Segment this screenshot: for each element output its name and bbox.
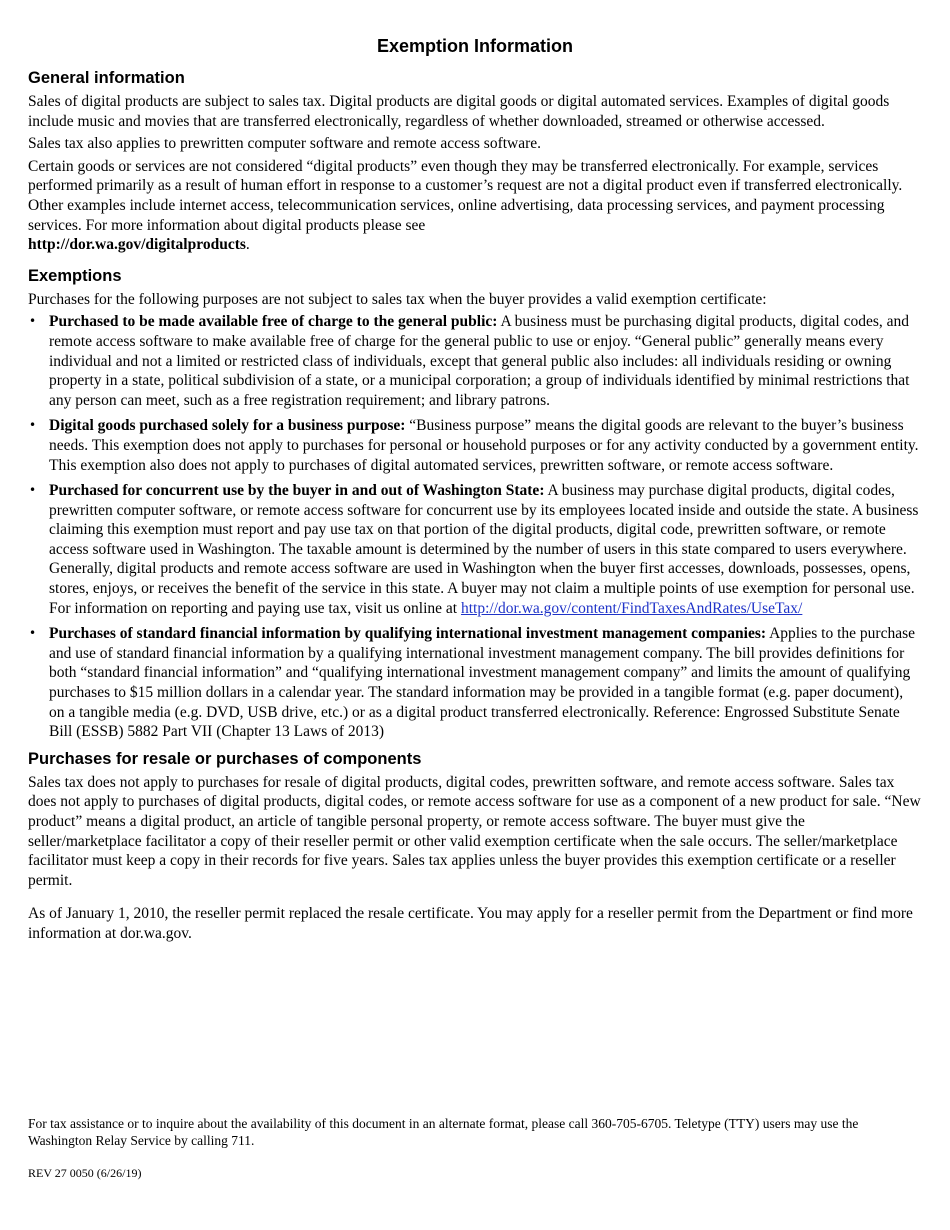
bullet-icon: •: [29, 418, 37, 433]
exemption-text: A business may purchase digital products, digital codes, prewritten computer software, or remote access software for concurrent use by its employees located inside and outside the state. A business claiming this exemption must report and pay use tax on that portion of the digital products, digital code, prewritten software, or remote access software used in Washington. The taxable amount is determined by the number of users in this state compared to users everywhere. Generally, digital products and remote access software are used in Washington when the buyer first accesses, downloads, possesses, opens, stores, enjoys, or receives the benefit of the service in this state. A buyer may not claim a multiple points of use exemption for personal use. For information on reporting and paying use tax, visit us online at: [49, 482, 919, 617]
bullet-icon: •: [29, 483, 37, 498]
general-information-heading: General information: [28, 69, 185, 87]
bullet-icon: •: [29, 314, 37, 329]
exemption-text: “Business purpose” means the digital goods are relevant to the buyer’s business needs. This exemption does not apply to purchases for personal or household purposes or for any activity conducted by a government entity. This exemption also does not apply to purchases of digital automated services, prewritten software, or remote access software.: [49, 417, 919, 474]
document-title: Exemption Information: [376, 36, 573, 56]
general-paragraph-3-text: Certain goods or services are not considered “digital products” even though they may be transferred electronically. For example, services performed primarily as a result of human effort in response to a customer’s request are not a digital product even if transferred electronically. Other examples include internet access, telecommunication services, online advertising, data processing services, and payment processing services. For more information about digital products please see: [28, 157, 903, 234]
exemption-term: Digital goods purchased solely for a business purpose:: [49, 417, 406, 435]
general-paragraph-3: [28, 157, 922, 255]
form-code: REV 27 0050 (6/26/19): [28, 1166, 142, 1180]
use-tax-link[interactable]: http://dor.wa.gov/content/FindTaxesAndRates/UseTax/: [460, 599, 803, 617]
document-page: [28, 34, 922, 944]
resale-heading: Purchases for resale or purchases of components: [28, 749, 422, 768]
exemption-text: Applies to the purchase and use of standard financial information by a qualifying international investment management company. The bill provides definitions for both “standard financial information” and “qualifying international investment management company” and limits the amount of qualifying purchases to $15 million dollars in a calendar year. The standard information may be provided in a tangible format (e.g. paper document), on a tangible media (e.g. DVD, USB drive, etc.) or as a digital product transferred electronically. Reference: Engrossed Substitute Senate Bill (ESSB) 5882 Part VII (Chapter 13 Laws of 2013): [49, 625, 915, 741]
resale-paragraph-2: As of January 1, 2010, the reseller permit replaced the resale certificate. You may apply for a reseller permit from the Department or find more information at dor.wa.gov.: [28, 905, 913, 942]
general-paragraph-2: Sales tax also applies to prewritten computer software and remote access software.: [28, 135, 542, 153]
resale-paragraph-1: Sales tax does not apply to purchases for resale of digital products, digital codes, prewritten software, and remote access software. Sales tax does not apply to purchases of digital products, digital codes, or remote access software for use as a component of a new product for sale. “New product” means a digital product, an article of tangible personal property, or remote access software. The buyer must give the seller/marketplace facilitator a copy of their reseller permit or other valid exemption certificate when the sale occurs. The seller/marketplace facilitator must keep a copy in their records for five years. Sales tax applies unless the buyer provides this exemption certificate or a reseller permit.: [28, 773, 921, 889]
exemption-item-financial-information: [28, 624, 922, 742]
exemption-text: A business must be purchasing digital products, digital codes, and remote access software to make available free of charge for the general public to use or enjoy. “General public” generally means every individual and not a limited or restricted class of individuals, except that general public also includes: all individuals residing or owning property in a state, political subdivision of a state, or a municipal corporation; a group of individuals identified by minimal restrictions that any person can meet, such as a free registration requirement; and library patrons.: [49, 313, 910, 409]
exemption-item-concurrent-use: [28, 481, 922, 618]
exemption-item-general-public: [28, 312, 922, 410]
tax-assistance-note: For tax assistance or to inquire about the availability of this document in an alternate format, please call 360-705-6705. Teletype (TTY) users may use the Washington Relay Service by calling 711.: [28, 1116, 859, 1148]
general-paragraph-3-end: .: [245, 236, 250, 254]
exemptions-heading: Exemptions: [28, 266, 122, 285]
exemptions-intro: Purchases for the following purposes are not subject to sales tax when the buyer provides a valid exemption certificate:: [28, 290, 767, 308]
digital-products-url: http://dor.wa.gov/digitalproducts: [28, 236, 246, 254]
general-paragraph-1: Sales of digital products are subject to sales tax. Digital products are digital goods or digital automated services. Examples of digital goods include music and movies that are transferred electronically, regardless of whether downloaded, streamed or otherwise accessed.: [28, 93, 890, 130]
exemption-term: Purchased for concurrent use by the buyer in and out of Washington State:: [49, 482, 545, 500]
exemption-term: Purchases of standard financial information by qualifying international investment management companies:: [49, 625, 767, 643]
exemptions-list: [28, 312, 922, 741]
exemption-term: Purchased to be made available free of charge to the general public:: [49, 313, 498, 331]
bullet-icon: •: [29, 626, 37, 641]
exemption-item-business-purpose: [28, 416, 922, 475]
